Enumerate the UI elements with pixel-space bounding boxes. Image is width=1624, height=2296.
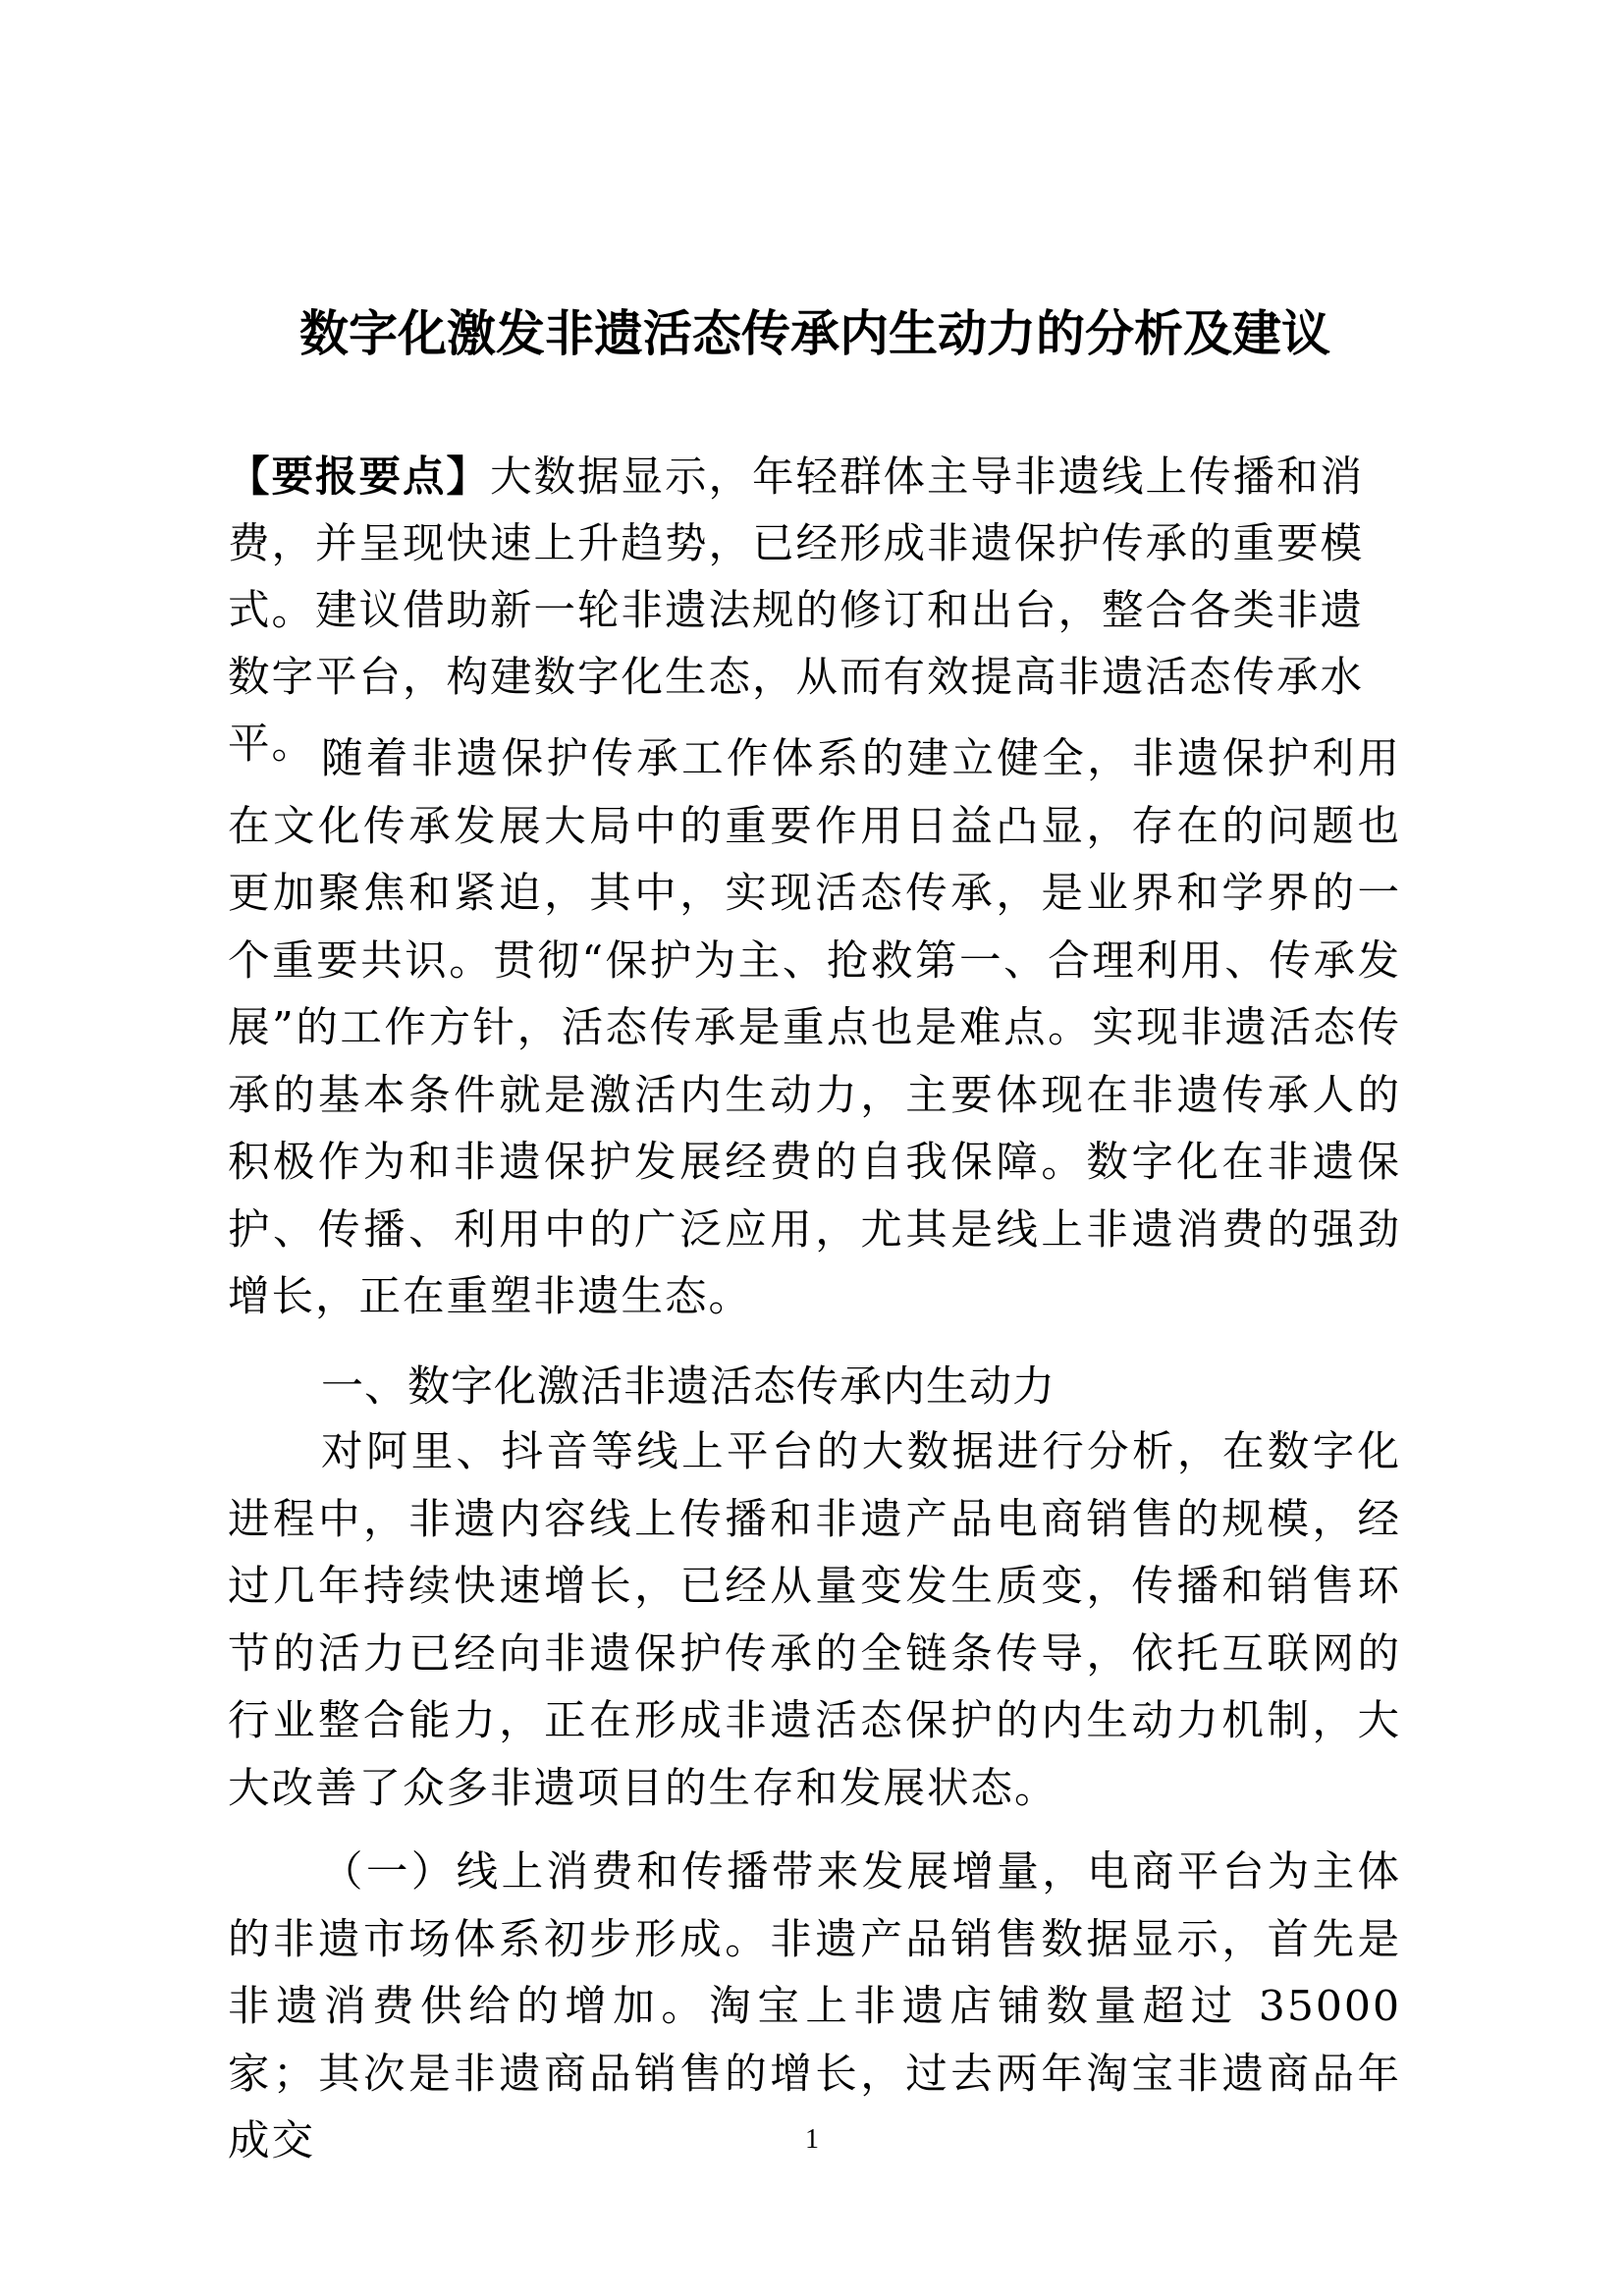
section-heading: 一、数字化激活非遗活态传承内生动力 — [321, 1362, 1056, 1412]
subsection-paragraph: （一）线上消费和传播带来发展增量，电商平台为主体的非遗市场体系初步形成。非遗产品销售数据显示，首先是非遗消费供给的增加。淘宝上非遗店铺数量超过 35000 家；其次是非遗商品销售的增长，过去两年淘宝非遗商品年成交 — [228, 1848, 1401, 2165]
summary-text: 大数据显示，年轻群体主导非遗线上传播和消费，并呈现快速上升趋势，已经形成非遗保护传承的重要模式。建议借助新一轮非遗法规的修订和出台，整合各类非遗数字平台，构建数字化生态，从而有效提高非遗活态传承水平。 — [228, 454, 1365, 769]
intro-paragraph: 随着非遗保护传承工作体系的建立健全，非遗保护利用在文化传承发展大局中的重要作用日益凸显，存在的问题也更加聚焦和紧迫，其中，实现活态传承，是业界和学界的一个重要共识。贯彻“保护为主、抢救第一、合理利用、传承发展”的工作方针，活态传承是重点也是难点。实现非遗活态传承的基本条件就是激活内生动力，主要体现在非遗传承人的积极作为和非遗保护发展经费的自我保障。数字化在非遗保护、传播、利用中的广泛应用，尤其是线上非遗消费的强劲增长，正在重塑非遗生态。 — [228, 735, 1401, 1321]
summary-label: 【要报要点】 — [228, 453, 491, 502]
document-title: 数字化激发非遗活态传承内生动力的分析及建议 — [299, 305, 1330, 362]
page-number: 1 — [805, 2124, 819, 2155]
section-paragraph: 对阿里、抖音等线上平台的大数据进行分析，在数字化进程中，非遗内容线上传播和非遗产品电商销售的规模，经过几年持续快速增长，已经从量变发生质变，传播和销售环节的活力已经向非遗保护传承的全链条传导，依托互联网的行业整合能力，正在形成非遗活态保护的内生动力机制，大大改善了众多非遗项目的生存和发展状态。 — [228, 1428, 1401, 1813]
